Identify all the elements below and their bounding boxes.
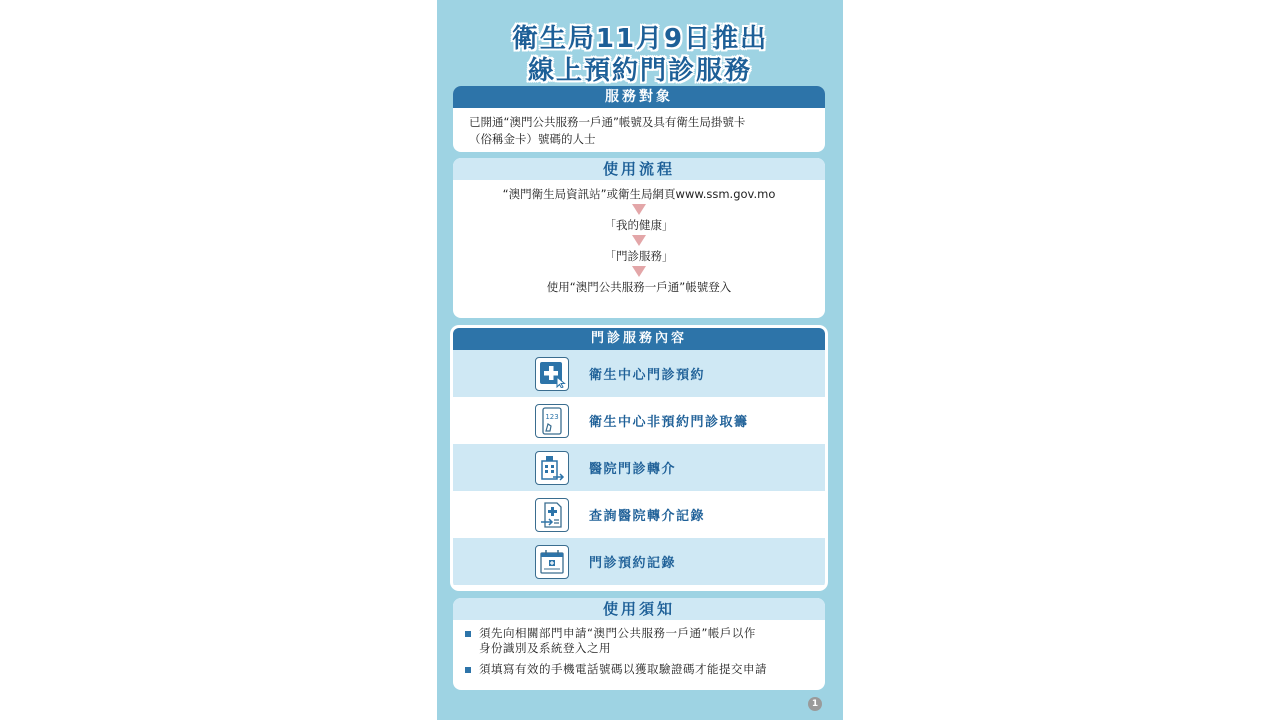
target-audience-text bbox=[453, 108, 825, 148]
usage-flow-heading: 使用流程 bbox=[453, 158, 825, 180]
note-text bbox=[479, 626, 756, 656]
title-line-2: 線上預約門診服務 bbox=[527, 56, 752, 86]
down-arrow-icon bbox=[632, 204, 646, 215]
usage-flow-card bbox=[453, 158, 825, 318]
service-row-walk-in-ticket bbox=[453, 397, 825, 444]
service-row-appointment-records bbox=[453, 538, 825, 585]
bullet-square-icon bbox=[465, 631, 471, 637]
usage-notes-list bbox=[453, 620, 825, 677]
title-line-1: 衛生局11月9日推出 bbox=[511, 24, 769, 54]
notice-poster bbox=[437, 0, 843, 720]
usage-flow-steps bbox=[453, 180, 825, 295]
service-label: 衛生中心門診預約 bbox=[589, 368, 706, 383]
flow-step-2: 「我的健康」 bbox=[604, 218, 674, 232]
service-label: 查詢醫院轉介記錄 bbox=[589, 509, 706, 524]
services-heading: 門診服務內容 bbox=[453, 328, 825, 350]
service-label: 衛生中心非預約門診取籌 bbox=[589, 415, 749, 430]
note-item bbox=[465, 662, 813, 677]
note-item bbox=[465, 626, 813, 656]
note-1-line-1: 須先向相關部門申請“澳門公共服務一戶通”帳戶以作 bbox=[479, 626, 756, 640]
page-number-badge: 1 bbox=[808, 697, 822, 711]
note-2-line-1: 須填寫有效的手機電話號碼以獲取驗證碼才能提交申請 bbox=[479, 662, 767, 676]
target-audience-line-2: （俗稱金卡）號碼的人士 bbox=[469, 132, 596, 146]
hospital-referral-icon bbox=[535, 451, 569, 485]
usage-notes-card bbox=[453, 598, 825, 690]
document-referral-icon bbox=[535, 498, 569, 532]
ticket-number-icon bbox=[535, 404, 569, 438]
services-card bbox=[453, 328, 825, 588]
service-label: 門診預約記錄 bbox=[589, 556, 677, 571]
flow-step-4: 使用“澳門公共服務一戶通”帳號登入 bbox=[546, 280, 732, 294]
flow-step-1: “澳門衛生局資訊站”或衛生局網頁www.ssm.gov.mo bbox=[502, 187, 776, 201]
target-audience-line-1: 已開通“澳門公共服務一戶通”帳號及具有衛生局掛號卡 bbox=[469, 115, 746, 129]
service-row-referral-records bbox=[453, 491, 825, 538]
ticket-number-text: 123 bbox=[545, 412, 559, 421]
calendar-record-icon bbox=[535, 545, 569, 579]
down-arrow-icon bbox=[632, 266, 646, 277]
service-label: 醫院門診轉介 bbox=[589, 462, 677, 477]
flow-step-3: 「門診服務」 bbox=[604, 249, 674, 263]
target-audience-heading: 服務對象 bbox=[453, 86, 825, 108]
note-1-line-2: 身份識別及系統登入之用 bbox=[479, 641, 611, 655]
medical-cross-click-icon bbox=[535, 357, 569, 391]
down-arrow-icon bbox=[632, 235, 646, 246]
service-row-appointment bbox=[453, 350, 825, 397]
service-row-hospital-referral bbox=[453, 444, 825, 491]
usage-notes-heading: 使用須知 bbox=[453, 598, 825, 620]
bullet-square-icon bbox=[465, 667, 471, 673]
services-card-frame bbox=[450, 325, 828, 591]
target-audience-card bbox=[453, 86, 825, 152]
note-text bbox=[479, 662, 767, 677]
